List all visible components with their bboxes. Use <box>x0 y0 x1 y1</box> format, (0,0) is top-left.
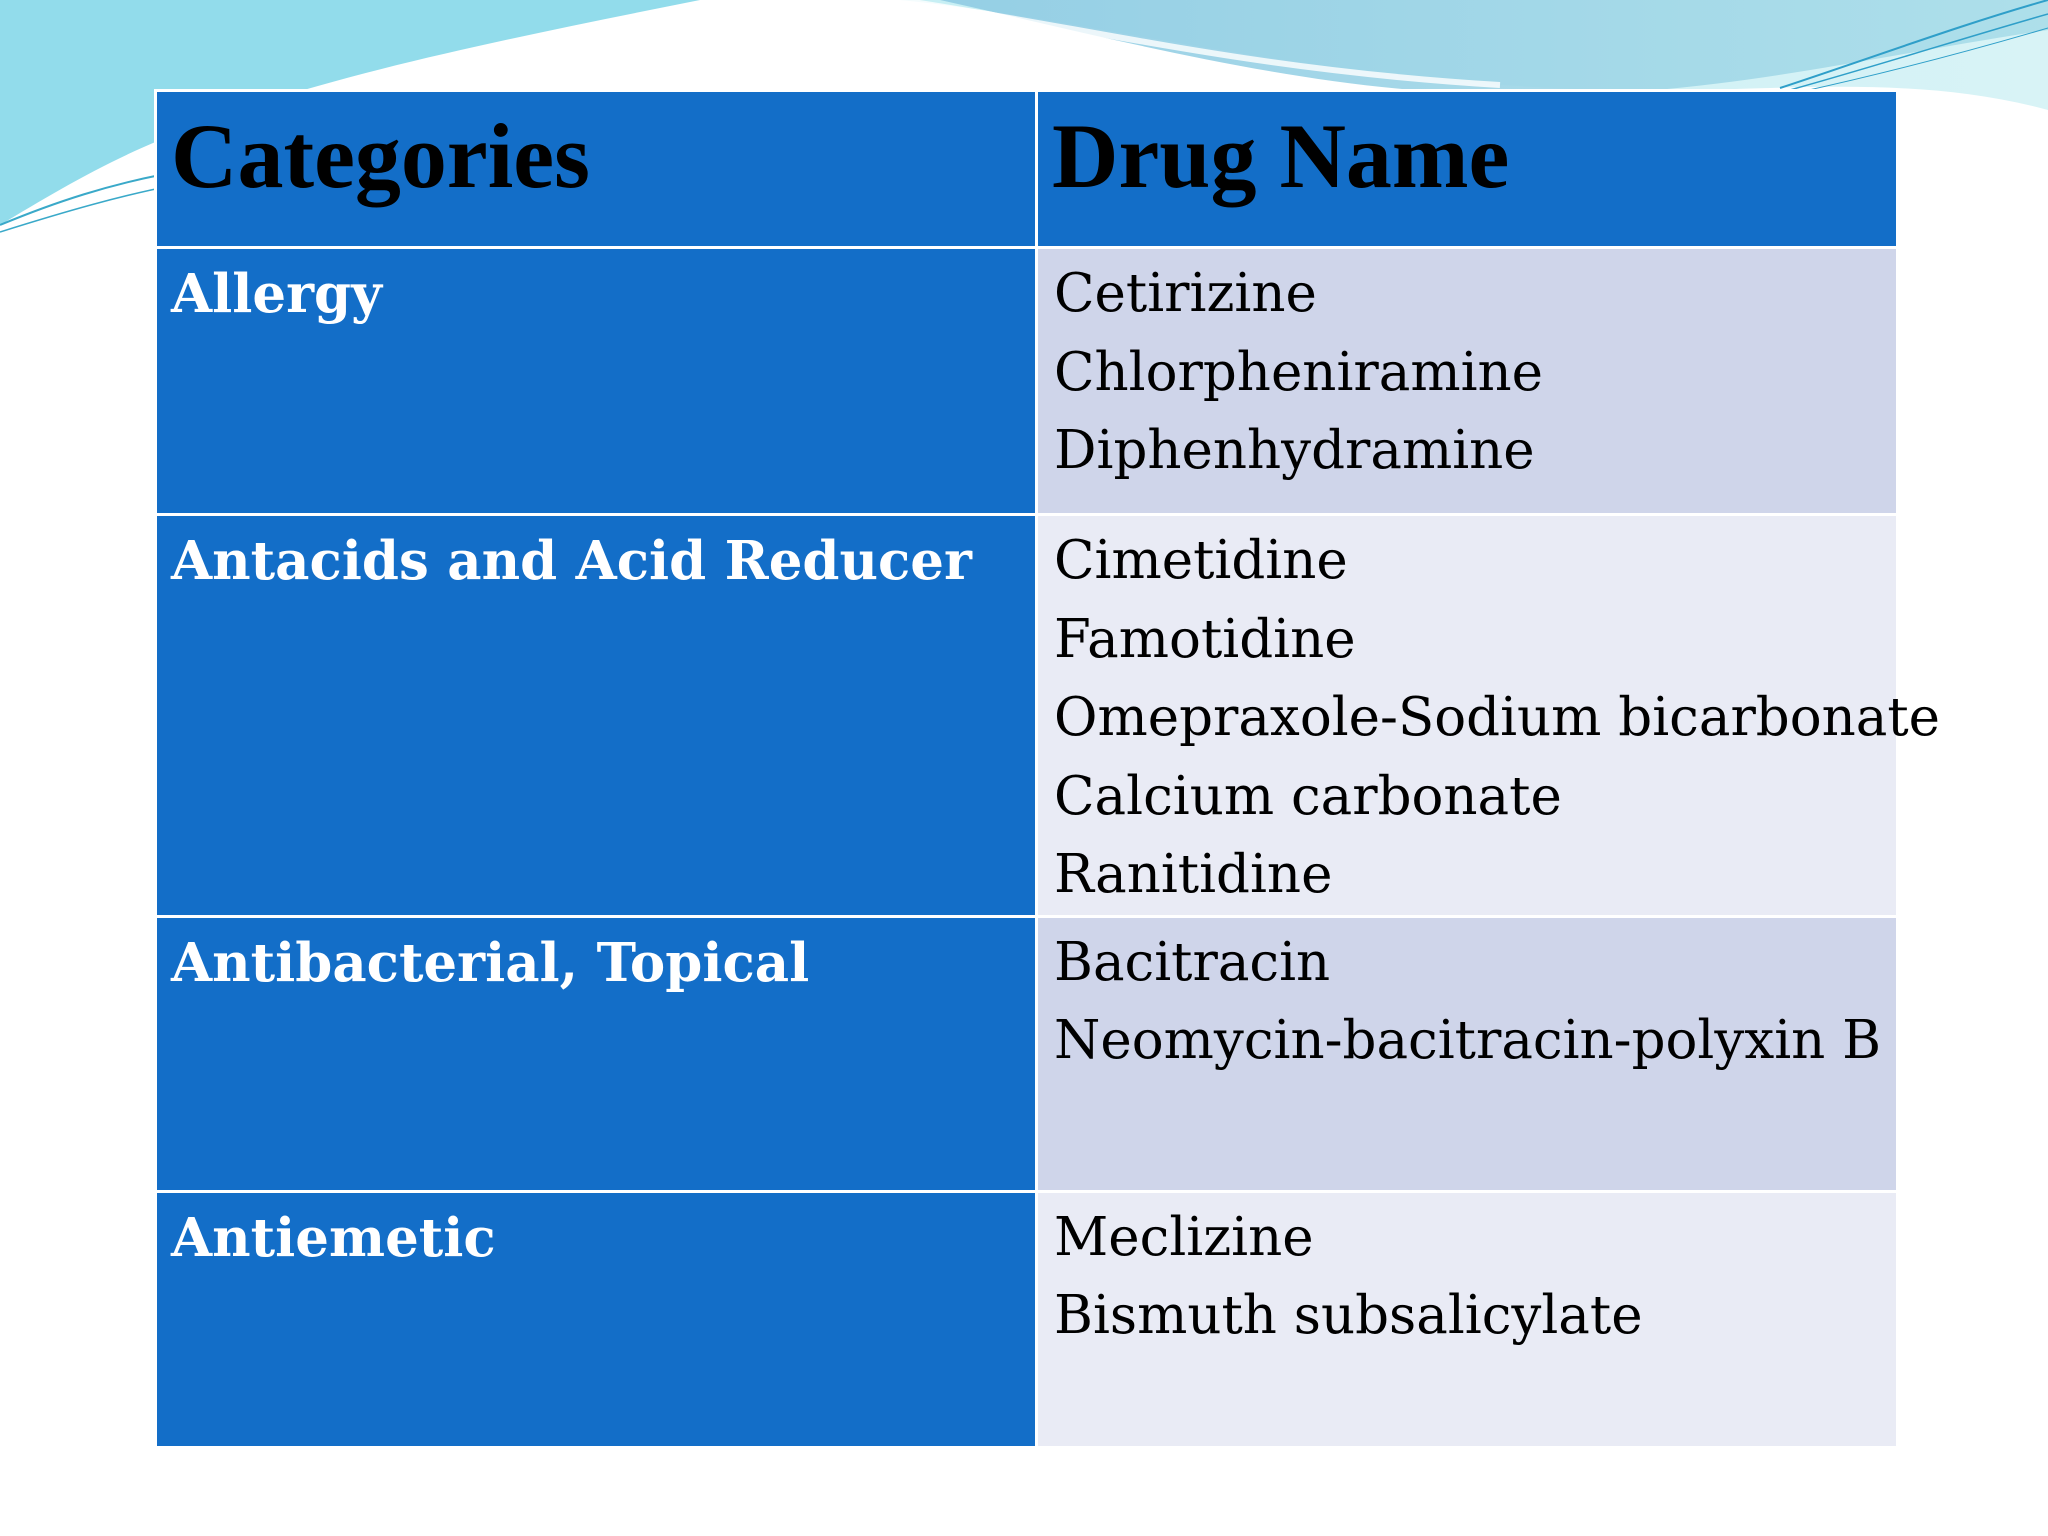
header-drug-name-label: Drug Name <box>1052 105 1510 207</box>
category-cell <box>156 916 1037 1191</box>
drug-name: Calcium carbonate <box>1054 765 1562 827</box>
drug-category-table <box>154 89 1941 1449</box>
category-label: Antibacterial, Topical <box>171 931 810 994</box>
table-row <box>156 248 1898 515</box>
drug-name: Omepraxole-Sodium bicarbonate <box>1054 687 1941 748</box>
drug-list <box>1038 1193 1896 1356</box>
drug-name: Cimetidine <box>1054 530 1348 591</box>
drug-name: Chlorpheniramine <box>1054 341 1544 403</box>
drug-list <box>1038 516 1941 915</box>
drug-list-cell <box>1037 515 1941 917</box>
drug-list-cell <box>1037 248 1898 515</box>
category-cell <box>156 1191 1037 1447</box>
table-row <box>156 1191 1898 1447</box>
drug-name: Famotidine <box>1054 608 1356 670</box>
drug-list-cell <box>1037 916 1898 1191</box>
table-row <box>156 515 1898 917</box>
category-label: Antacids and Acid Reducer <box>171 530 972 592</box>
category-cell <box>156 248 1037 515</box>
drug-name: Bismuth subsalicylate <box>1054 1285 1643 1346</box>
drug-list-cell <box>1037 1191 1898 1447</box>
table-header-row <box>156 91 1898 248</box>
header-drug-name <box>1037 91 1898 248</box>
category-cell <box>156 515 1037 917</box>
table-row <box>156 916 1898 1191</box>
drug-name: Meclizine <box>1054 1206 1314 1268</box>
drug-list <box>1038 918 1896 1081</box>
category-label: Antiemetic <box>171 1206 496 1269</box>
header-categories-label: Categories <box>171 105 590 207</box>
drug-name: Bacitracin <box>1054 931 1331 993</box>
drug-name: Neomycin-bacitracin-polyxin B <box>1054 1010 1882 1071</box>
header-categories <box>156 91 1037 248</box>
drug-name: Cetirizine <box>1054 263 1317 324</box>
drug-name: Ranitidine <box>1054 844 1333 905</box>
drug-name: Diphenhydramine <box>1054 420 1535 481</box>
drug-list <box>1038 249 1896 491</box>
category-label: Allergy <box>171 263 382 325</box>
